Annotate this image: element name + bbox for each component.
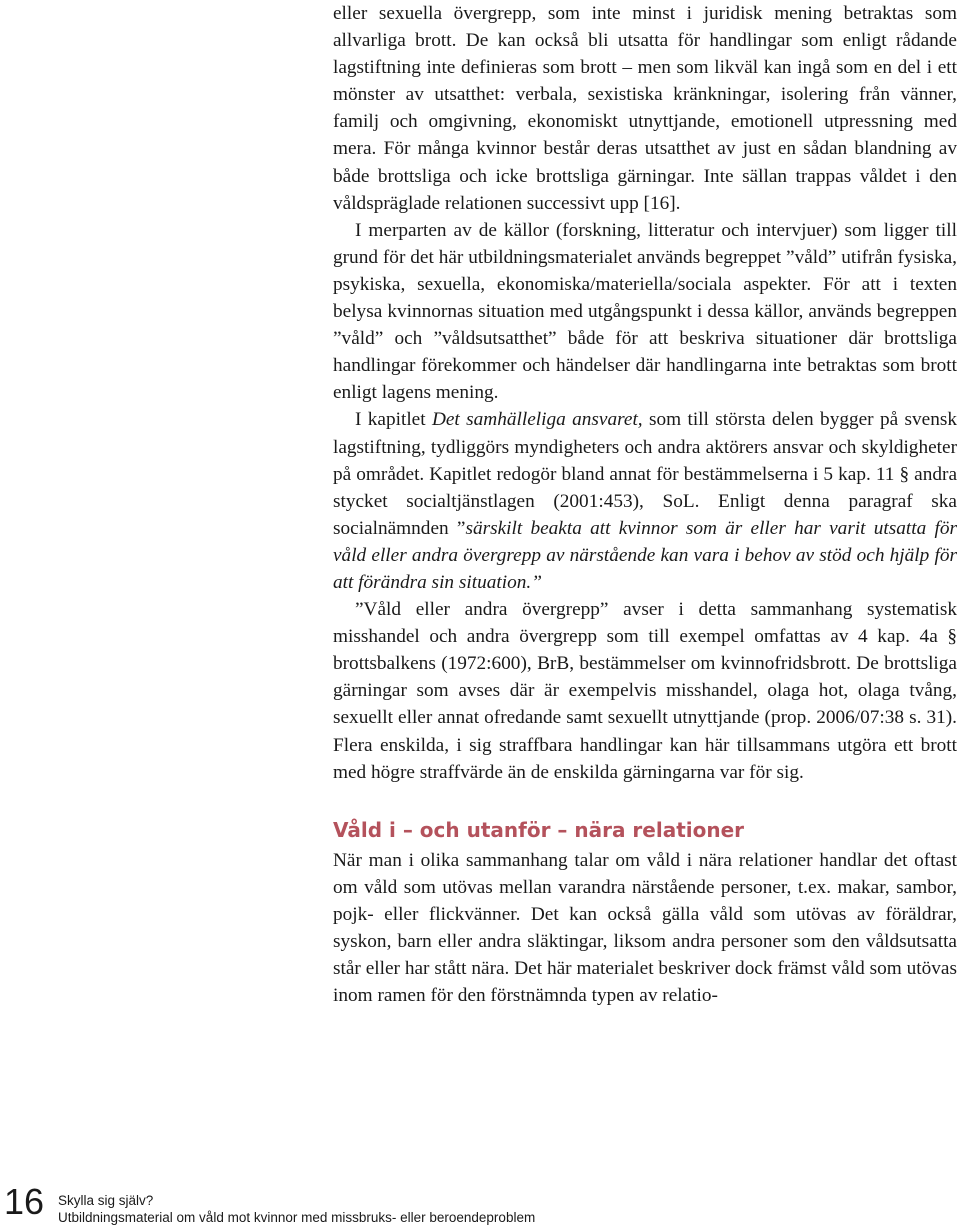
section-heading: Våld i – och utanför – nära relationer (333, 817, 745, 842)
paragraph-2: I merparten av de källor (forskning, litteratur och intervjuer) som ligger till grund för det här utbildningsmaterialet används begreppet ”våld” utifrån fysiska, psykiska, sexuella, ekonomiska/materiella/sociala aspekter. För att i texten belysa kvinnornas situation med utgångspunkt i dessa källor, används begreppen ”våld” och ”våldsutsatthet” både för att beskriva situationer där brottsliga handlingar förekommer och händelser där handlingarna inte betraktas som brott enligt lagens mening. (333, 219, 957, 404)
paragraph-4: ”Våld eller andra övergrepp” avser i detta sammanhang systematisk misshandel och andra övergrepp som till exempel omfattas av 4 kap. 4a § brottsbalkens (1972:600), BrB, bestämmelser om kvinnofridsbrott. De brottsliga gärningar som avses där är exempelvis misshandel, olaga hot, olaga tvång, sexuellt eller annat ofredande samt sexuellt utnyttjande (prop. 2006/07:38 s. 31). Flera enskilda, i sig straffbara handlingar kan här tillsammans utgöra ett brott med högre straffvärde än de enskilda gärningarna var för sig. (333, 599, 957, 783)
paragraph-1: eller sexuella övergrepp, som inte minst i juridisk mening betraktas som allvarliga brott. De kan också bli utsatta för handlingar som enligt rådande lagstiftning inte definieras som brott – men som likväl kan ingå som en del i ett mönster av utsatthet: verbala, sexistiska kränkningar, isolering från vänner, familj och omgivning, ekonomiskt utnyttjande, emotionell utpressning med mera. För många kvinnor består deras utsatthet av just en sådan blandning av både brottsliga och icke brottsliga gärningar. Inte sällan trappas våldet i den våldspräglade relationen successivt upp [16]. (333, 3, 957, 214)
main-text-column (333, 0, 957, 1009)
page-footer (0, 1180, 960, 1228)
footer-subtitle: Utbildningsmaterial om våld mot kvinnor med missbruks- eller beroendeproblem (58, 1210, 536, 1225)
section-gap (333, 786, 957, 817)
law-quote-italic: särskilt beakta att kvinnor som är eller har varit utsatta för våld eller andra övergrepp av närstående kan vara i behov av stöd och hjälp för att förändra sin situation.” (333, 517, 958, 593)
paragraph-3-start: I kapitlet (355, 409, 432, 431)
page-number: 16 (4, 1181, 45, 1222)
paragraph-3-middle: som till största delen bygger på svensk lagstiftning, tydliggörs myndigheters och andra aktörers ansvar och skyldigheter på området. Kapitlet redogör bland annat för bestämmelserna i 5 kap. 11 § andra stycket socialtjänstlagen (2001:453), SoL. Enligt denna paragraf ska socialnämnden ” (333, 409, 957, 539)
chapter-title-italic: Det samhälleliga ansvaret, (431, 409, 643, 431)
footer-title: Skylla sig själv? (58, 1193, 154, 1208)
paragraph-5: När man i olika sammanhang talar om våld i nära relationer handlar det oftast om våld som utövas mellan varandra närstående personer, t.ex. makar, sambor, pojk- eller flickvänner. Det kan också gälla våld som utövas av föräldrar, syskon, barn eller andra släktingar, liksom andra personer som den våldsutsatta står eller har stått nära. Det här materialet beskriver dock främst våld som utövas inom ramen för den förstnämnda typen av relatio- (333, 849, 957, 1007)
paragraph-3 (333, 406, 957, 596)
